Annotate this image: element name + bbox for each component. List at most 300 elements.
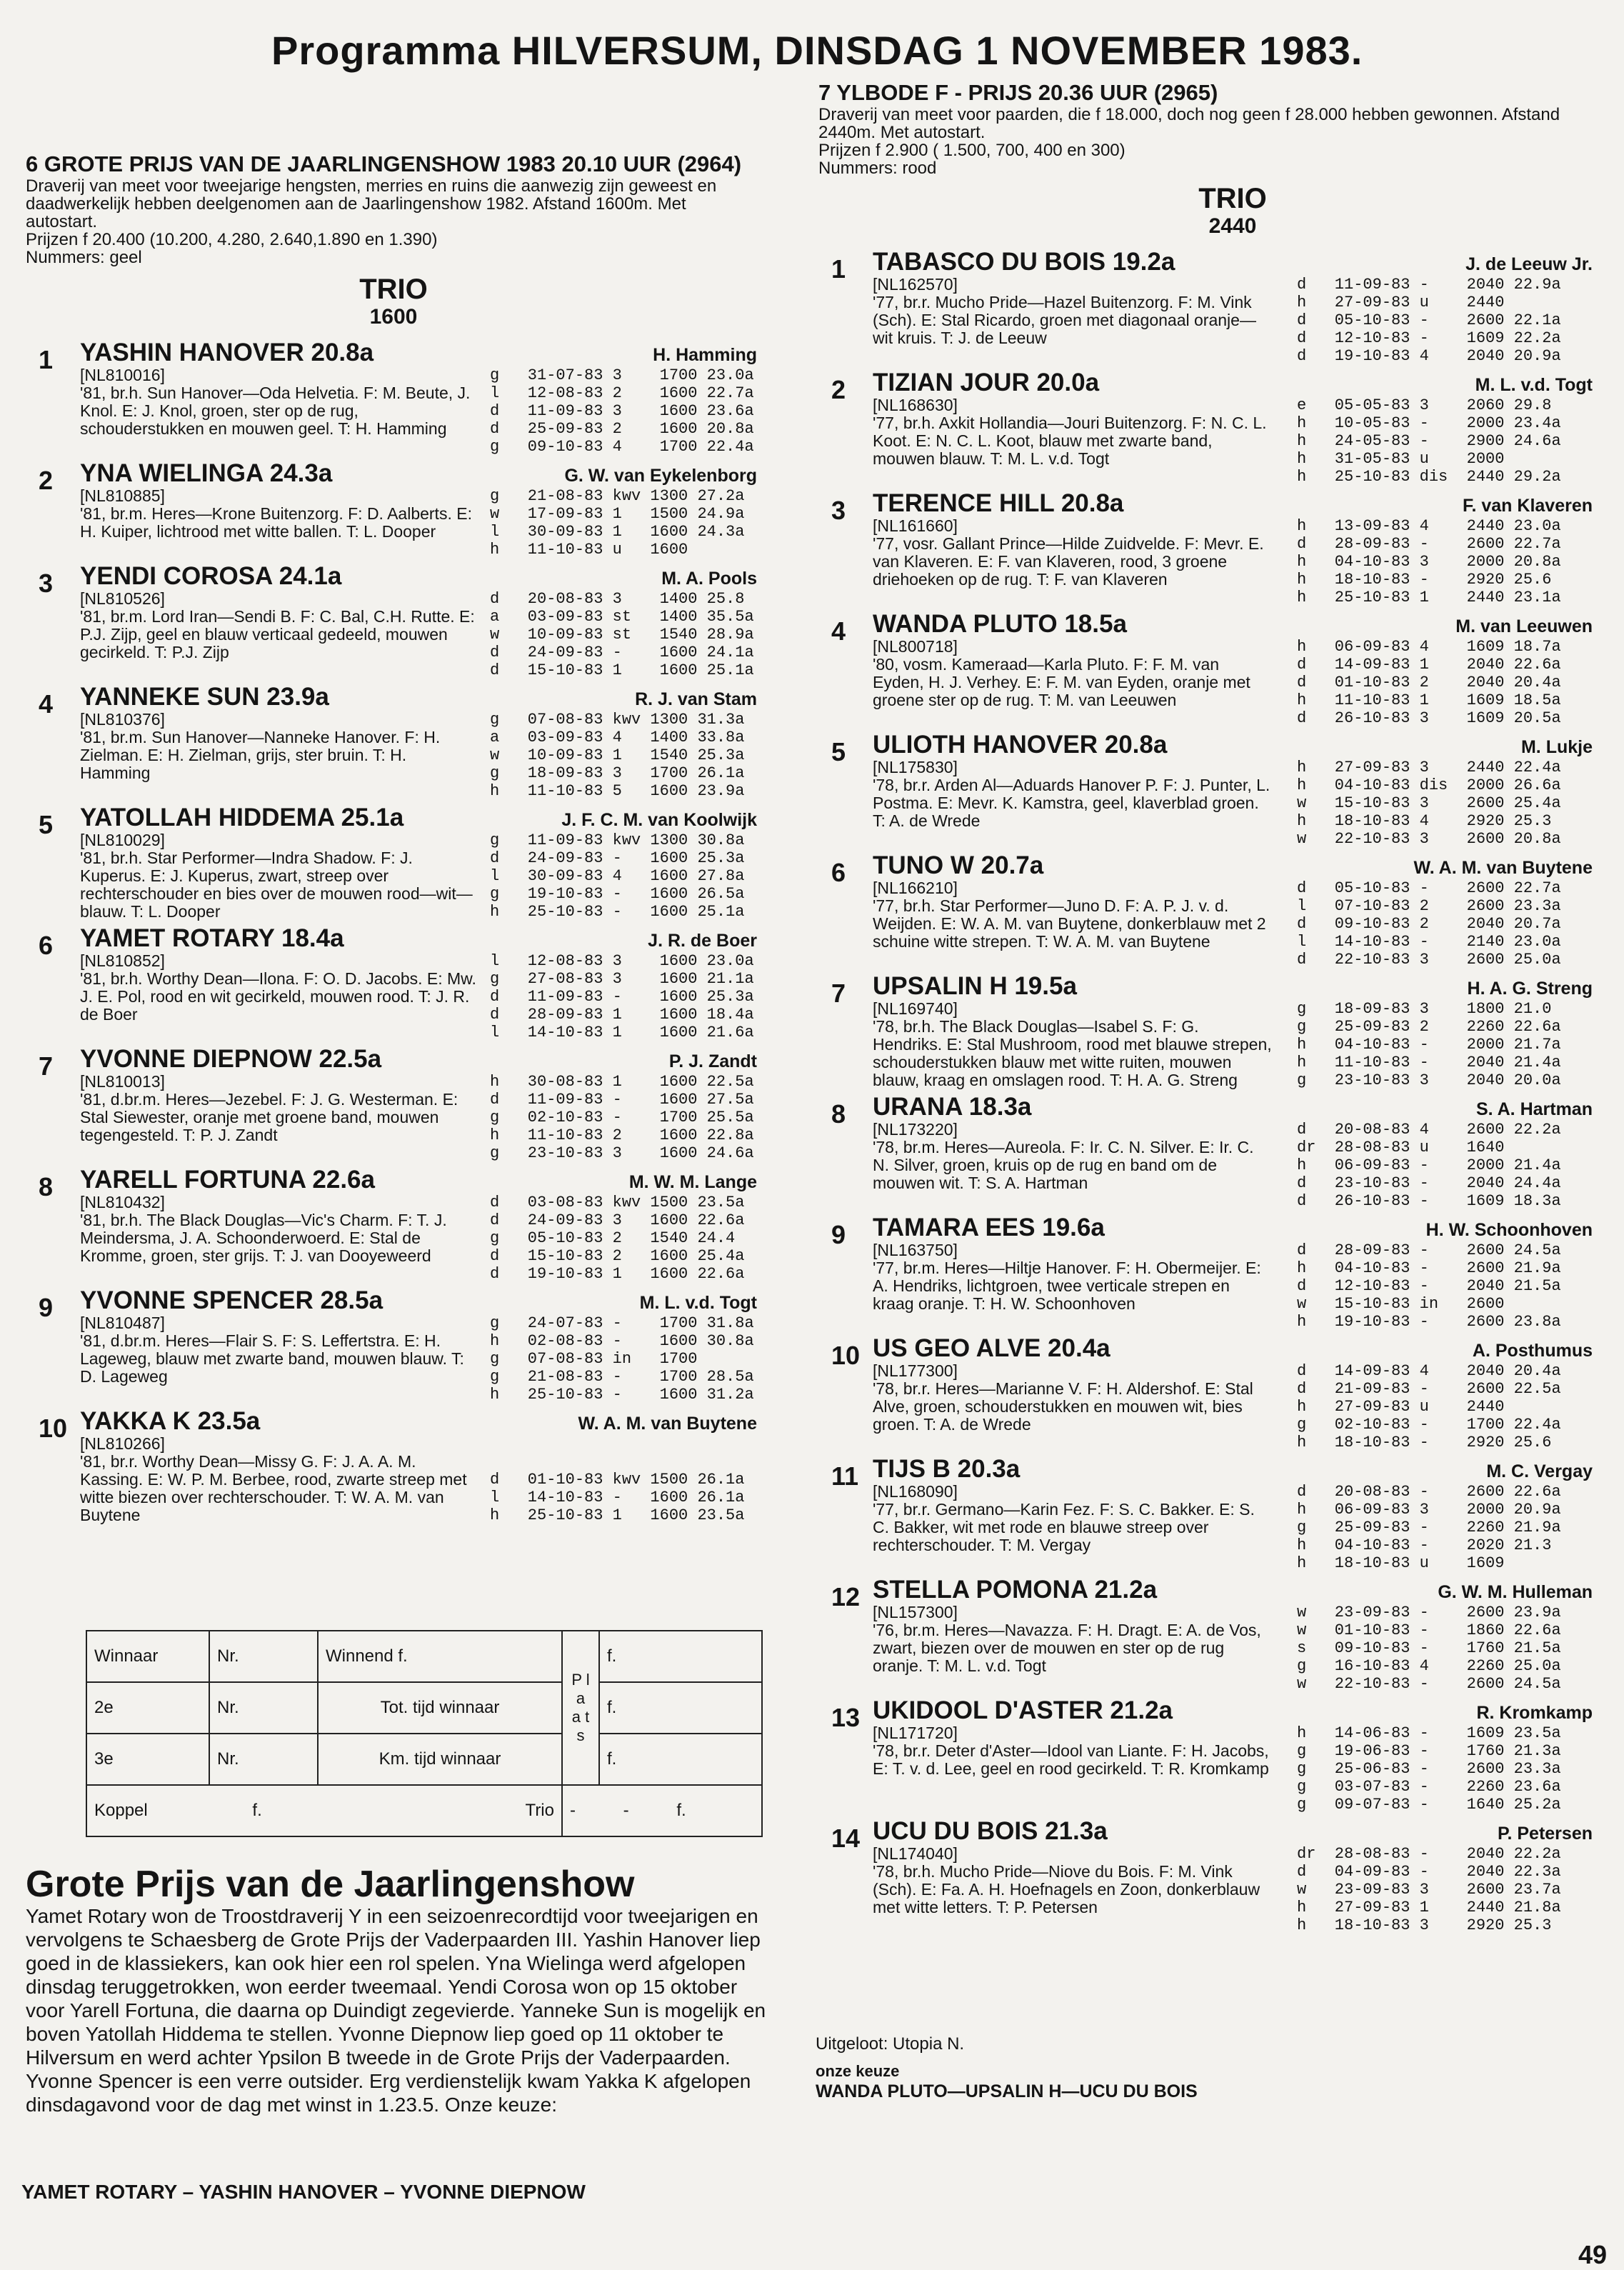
horse-main (873, 249, 1597, 365)
horse-main (80, 1046, 761, 1162)
horse-info: '81, br.h. Worthy Dean—Ilona. F: O. D. Jacobs. E: Mw. J. E. Pol, rood en wit gecirkeld, mouwen rood. T: J. R. de Boer (80, 969, 476, 1024)
horse-number: 3 (39, 569, 54, 598)
horse-trainer: J. F. C. M. van Koolwijk (561, 810, 757, 830)
horse-trainer: M. C. Vergay (1486, 1461, 1593, 1481)
horse-form: g 31-07-83 3 1700 23.0a l 12-08-83 2 1600 22.7a d 11-09-83 3 1600 23.6a d 25-09-83 2 1600 20.8a g 09-10-83 4 1700 22.4a (490, 366, 754, 456)
horse-code: [NL810016] (80, 366, 165, 384)
horse-trainer: M. L. v.d. Togt (1475, 375, 1593, 395)
koppel-cell (86, 1785, 562, 1836)
trio-dash-2: - (623, 1801, 629, 1820)
horse-info: '81, d.br.m. Heres—Flair S. F: S. Leffertstra. E: H. Lageweg, blauw met zwarte band, mouwen blauw. T: D. Lageweg (80, 1331, 464, 1386)
horse-number: 8 (39, 1172, 54, 1201)
race-7-prizes: Prijzen f 2.900 ( 1.500, 700, 400 en 300) (818, 141, 1126, 160)
horse-entry (26, 339, 761, 456)
horse-number: 8 (831, 1099, 846, 1129)
horse-entry (26, 460, 761, 559)
horse-number: 11 (831, 1461, 859, 1491)
horse-info: '81, br.m. Lord Iran—Sendi B. F: C. Bal, C.H. Rutte. E: P.J. Zijp, geel en blauw verticaal gedeeld, mouwen gecirkeld. T: P.J. Zijp (80, 607, 475, 661)
horse-details (873, 1362, 1273, 1451)
horse-body (80, 1073, 761, 1162)
trio-cell-label (526, 1801, 554, 1821)
horse-form: d 20-08-83 3 1400 25.8 a 03-09-83 st 1400 35.5a w 10-09-83 st 1540 28.9a d 24-09-83 - 1600 24.1a d 15-10-83 1 1600 25.1a (490, 590, 754, 679)
horse-name: YARELL FORTUNA 22.6a (80, 1166, 375, 1194)
horse-name: TAMARA EES 19.6a (873, 1214, 1105, 1241)
horse-info: '78, br.r. Arden Al—Aduards Hanover P. F: J. Punter, L. Postma. E: Mevr. K. Kamstra, geel, klaverblad groen. T: A. de Wrede (873, 776, 1270, 830)
horse-name: TIZIAN JOUR 20.0a (873, 369, 1100, 396)
horse-main (873, 1576, 1597, 1693)
horse-header (873, 973, 1597, 1000)
horse-header (873, 1697, 1597, 1724)
page-number: 49 (1578, 2240, 1608, 2269)
horse-body (873, 396, 1597, 486)
horse-number: 13 (831, 1703, 861, 1732)
horse-form: d 28-09-83 - 2600 24.5a h 04-10-83 - 2600 21.9a d 12-10-83 - 2040 21.5a w 15-10-83 in 2600 h 19-10-83 - 2600 23.8a (1297, 1241, 1561, 1331)
horse-details (80, 952, 480, 1041)
horse-header (873, 731, 1597, 759)
horse-form: w 23-09-83 - 2600 23.9a w 01-10-83 - 1860 22.6a s 09-10-83 - 1760 21.5a g 16-10-83 4 2260 25.0a w 22-10-83 - 2600 24.5a (1297, 1604, 1561, 1693)
horse-number: 4 (39, 689, 54, 719)
horse-trainer: G. W. van Eykelenborg (564, 466, 757, 486)
horse-header (80, 925, 761, 952)
race-7-description: Draverij van meet voor paarden, die f 18.000, doch nog geen f 28.000 hebben gewonnen. Afstand 2440m. Met autostart. (818, 105, 1560, 142)
horse-info: '78, br.h. Mucho Pride—Niove du Bois. F: M. Vink (Sch). E: Fa. A. H. Hoefnagels en Zoon, donkerblauw met witte letters. T: P. Petersen (873, 1862, 1260, 1916)
horse-trainer: M. van Leeuwen (1455, 616, 1593, 636)
keuze-label: onze keuze (816, 2062, 900, 2080)
horse-info: '77, br.h. Axkit Hollandia—Jouri Buitenzorg. F: N. C. L. Koot. E: N. C. L. Koot, blauw met zwarte band, mouwen blauw. T: M. L. v.d. Togt (873, 414, 1267, 468)
horse-header (873, 1214, 1597, 1241)
horse-name: YATOLLAH HIDDEMA 25.1a (80, 804, 404, 831)
horse-body (80, 1194, 761, 1283)
horse-code: [NL174040] (873, 1844, 958, 1863)
horse-main (873, 611, 1597, 727)
horse-details (80, 590, 480, 679)
race-6-prizes: Prijzen f 20.400 (10.200, 4.280, 2.640,1.890 en 1.390) (26, 230, 438, 249)
horse-header (873, 852, 1597, 879)
horse-main (80, 1408, 761, 1524)
horse-entry (818, 1094, 1597, 1210)
horse-code: [NL168630] (873, 396, 958, 414)
horse-body (873, 517, 1597, 606)
horse-code: [NL177300] (873, 1361, 958, 1380)
horse-name: TERENCE HILL 20.8a (873, 489, 1124, 517)
horse-body (873, 1604, 1597, 1693)
horse-body (80, 831, 761, 921)
horse-name: UPSALIN H 19.5a (873, 972, 1077, 1000)
horse-trainer: P. J. Zandt (668, 1051, 757, 1071)
horse-form: h 14-06-83 - 1609 23.5a g 19-06-83 - 1760 21.3a g 25-06-83 - 2600 23.3a g 03-07-83 - 2260 23.6a g 09-07-83 - 1640 25.2a (1297, 1724, 1561, 1814)
horse-details (80, 711, 480, 800)
horse-form: d 11-09-83 - 2040 22.9a h 27-09-83 u 2440 d 05-10-83 - 2600 22.1a d 12-10-83 - 1609 22.2a d 19-10-83 4 2040 20.9a (1297, 276, 1561, 365)
horse-info: '77, vosr. Gallant Prince—Hilde Zuidvelde. F: Mevr. E. van Klaveren. E: F. van Klaveren, rood, 3 groene driehoeken op de rug. T: F. van Klaveren (873, 534, 1264, 589)
horse-entry (818, 1576, 1597, 1693)
horse-main (80, 804, 761, 921)
race-7-title: 7 YLBODE F - PRIJS 20.36 UUR (2965) (818, 80, 1218, 105)
koppel-f: f. (252, 1801, 262, 1820)
horse-code: [NL157300] (873, 1603, 958, 1621)
horse-name: YENDI COROSA 24.1a (80, 562, 342, 590)
horse-main (873, 973, 1597, 1089)
horse-header (873, 490, 1597, 517)
horse-body (80, 711, 761, 800)
horse-details (873, 1724, 1273, 1814)
horse-entry (26, 804, 761, 921)
horse-trainer: M. A. Pools (661, 569, 757, 589)
horse-entry (818, 1456, 1597, 1572)
horse-main (80, 339, 761, 456)
trio-f: f. (676, 1801, 686, 1820)
horse-name: TUNO W 20.7a (873, 851, 1044, 879)
horse-header (873, 611, 1597, 638)
horse-trainer: M. W. M. Lange (628, 1172, 757, 1192)
horse-entry (818, 249, 1597, 365)
horse-entry (26, 1408, 761, 1524)
horse-number: 6 (39, 931, 54, 960)
horse-info: '81, br.r. Worthy Dean—Missy G. F: J. A. A. M. Kassing. E: W. P. M. Berbee, rood, zwarte streep met witte biezen over rechterschouder. T: W. A. M. van Buytene (80, 1452, 467, 1524)
horse-body (80, 1435, 761, 1524)
horse-name: WANDA PLUTO 18.5a (873, 610, 1127, 638)
horse-form: d 20-08-83 - 2600 22.6a h 06-09-83 3 2000 20.9a g 25-09-83 - 2260 21.9a h 04-10-83 - 2020 21.3 h 18-10-83 u 1609 (1297, 1483, 1561, 1572)
horse-code: [NL810885] (80, 486, 165, 505)
horse-trainer: S. A. Hartman (1475, 1099, 1593, 1119)
horse-code: [NL169740] (873, 999, 958, 1018)
horse-code: [NL161660] (873, 516, 958, 535)
horse-main (80, 563, 761, 679)
horse-main (80, 1166, 761, 1283)
horse-code: [NL175830] (873, 758, 958, 776)
horse-info: '77, br.r. Germano—Karin Fez. F: S. C. Bakker. E: S. C. Bakker, wit met rode en blauwe streep over rechterschouder. T: M. Vergay (873, 1500, 1255, 1554)
horse-name: YASHIN HANOVER 20.8a (80, 339, 374, 366)
horse-entry (26, 1046, 761, 1162)
horse-form: g 11-09-83 kwv 1300 30.8a d 24-09-83 - 1600 25.3a l 30-09-83 4 1600 27.8a g 19-10-83 - 1600 26.5a h 25-10-83 - 1600 25.1a (490, 831, 745, 921)
horse-code: [NL810266] (80, 1434, 165, 1453)
horse-form: g 18-09-83 3 1800 21.0 g 25-09-83 2 2260 22.6a h 04-10-83 - 2000 21.7a h 11-10-83 - 2040 21.4a g 23-10-83 3 2040 20.0a (1297, 1000, 1561, 1089)
race-7-column (818, 80, 1624, 1939)
horse-form: h 13-09-83 4 2440 23.0a d 28-09-83 - 2600 22.7a h 04-10-83 3 2000 20.8a h 18-10-83 - 2920 25.6 h 25-10-83 1 2440 23.1a (1297, 517, 1561, 606)
horse-details (873, 638, 1273, 727)
horse-info: '77, br.m. Heres—Hiltje Hanover. F: H. Obermeijer. E: A. Hendriks, lichtgroen, twee verticale strepen en kraag oranje. T: H. W. Schoonhoven (873, 1259, 1261, 1313)
horse-main (80, 925, 761, 1041)
horse-info: '78, br.r. Deter d'Aster—Idool van Liante. F: H. Jacobs, E: T. v. d. Lee, geel en rood gecirkeld. T: R. Kromkamp (873, 1741, 1269, 1778)
horse-main (80, 684, 761, 800)
horse-number: 4 (831, 616, 846, 646)
horse-trainer: M. L. v.d. Togt (639, 1293, 757, 1313)
horse-header (873, 249, 1597, 276)
race-7-distance: 2440 (1208, 214, 1257, 238)
horse-details (873, 1121, 1273, 1210)
horse-trainer: G. W. M. Hulleman (1438, 1582, 1593, 1602)
horse-header (873, 1456, 1597, 1483)
horse-entry (818, 973, 1597, 1089)
horse-header (80, 1166, 761, 1194)
horse-details (873, 517, 1273, 606)
horse-form: g 24-07-83 - 1700 31.8a h 02-08-83 - 1600 30.8a g 07-08-83 in 1700 g 21-08-83 - 1700 28.5a h 25-10-83 - 1600 31.2a (490, 1314, 754, 1404)
plaats-f-2: f. (599, 1682, 762, 1734)
horse-form: d 14-09-83 4 2040 20.4a d 21-09-83 - 2600 22.5a h 27-09-83 u 2440 g 02-10-83 - 1700 22.4a h 18-10-83 - 2920 25.6 (1297, 1362, 1561, 1451)
horse-details (873, 1241, 1273, 1331)
horse-entry (818, 611, 1597, 727)
horse-details (873, 276, 1273, 365)
horse-number: 5 (831, 737, 846, 766)
race-7-horse-list (818, 249, 1597, 1934)
nr-label-2: Nr. (209, 1682, 318, 1734)
race-6-description: Draverij van meet voor tweejarige hengsten, merries en ruins die aanwezig zijn geweest en daadwerkelijk hebben deelgenomen aan de Jaarlingenshow 1982. Afstand 1600m. Met autostart. (26, 176, 717, 231)
race-7-numbers: Nummers: rood (818, 159, 937, 178)
horse-number: 1 (831, 254, 846, 284)
horse-details (873, 879, 1273, 969)
horse-name: URANA 18.3a (873, 1093, 1032, 1121)
horse-body (873, 879, 1597, 969)
horse-name: YAMET ROTARY 18.4a (80, 924, 344, 952)
horse-form: l 12-08-83 3 1600 23.0a g 27-08-83 3 1600 21.1a d 11-09-83 - 1600 25.3a d 28-09-83 1 1600 18.4a l 14-10-83 1 1600 21.6a (490, 952, 754, 1041)
horse-details (873, 759, 1273, 848)
horse-trainer: J. de Leeuw Jr. (1465, 254, 1593, 274)
race-6-numbers: Nummers: geel (26, 248, 142, 267)
horse-info: '81, br.h. Sun Hanover—Oda Helvetia. F: M. Beute, J. Knol. E: J. Knol, groen, ster op de rug, schouderstukken en mouwen geel. T: H. Hamming (80, 384, 471, 438)
horse-body (80, 487, 761, 559)
tot-tijd-label: Tot. tijd winnaar (318, 1682, 562, 1734)
winnaar-label: Winnaar (86, 1631, 209, 1682)
horse-header (873, 1576, 1597, 1604)
horse-details (80, 1435, 480, 1524)
horse-body (80, 590, 761, 679)
horse-info: '78, br.m. Heres—Aureola. F: Ir. C. N. Silver. E: Ir. C. N. Silver, groen, kruis op de rug en band om de mouwen wit. T: S. A. Hartman (873, 1138, 1254, 1192)
horse-body (873, 1121, 1597, 1210)
horse-code: [NL810376] (80, 710, 165, 729)
horse-form: g 07-08-83 kwv 1300 31.3a a 03-09-83 4 1400 33.8a w 10-09-83 1 1540 25.3a g 18-09-83 3 1700 26.1a h 11-10-83 5 1600 23.9a (490, 711, 745, 800)
keuze-text: WANDA PLUTO—UPSALIN H—UCU DU BOIS (816, 2081, 1198, 2101)
horse-code: [NL810432] (80, 1193, 165, 1211)
nr-label: Nr. (209, 1631, 318, 1682)
horse-number: 9 (39, 1293, 54, 1322)
page-title: Programma HILVERSUM, DINSDAG 1 NOVEMBER 1983. (271, 28, 1363, 73)
horse-number: 5 (39, 810, 54, 839)
horse-entry (26, 1166, 761, 1283)
trio-label: Trio (525, 1801, 554, 1820)
horse-trainer: F. van Klaveren (1462, 496, 1593, 516)
horse-main (873, 1697, 1597, 1814)
horse-number: 7 (831, 979, 846, 1008)
horse-details (80, 831, 480, 921)
horse-form: h 30-08-83 1 1600 22.5a d 11-09-83 - 1600 27.5a g 02-10-83 - 1700 25.5a h 11-10-83 2 1600 22.8a g 23-10-83 3 1600 24.6a (490, 1073, 754, 1162)
horse-details (80, 1194, 480, 1283)
horse-info: '77, br.h. Star Performer—Juno D. F: A. P. J. v. d. Weijden. E: W. A. M. van Buytene, donkerblauw met 2 schuine witte strepen. T: W. A. M. van Buytene (873, 896, 1266, 951)
horse-info: '78, br.r. Heres—Marianne V. F: H. Aldershof. E: Stal Alve, groen, schouderstukken en mouwen wit, bies groen. T: A. de Wrede (873, 1379, 1253, 1434)
horse-header (80, 563, 761, 590)
horse-form: dr 28-08-83 - 2040 22.2a d 04-09-83 - 2040 22.3a w 23-09-83 3 2600 23.7a h 27-09-83 1 2440 21.8a h 18-10-83 3 2920 25.3 (1297, 1845, 1561, 1934)
horse-number: 2 (831, 375, 846, 404)
horse-body (873, 276, 1597, 365)
plaats-text: P l a a t s (571, 1671, 590, 1744)
horse-trainer: W. A. M. van Buytene (1413, 858, 1593, 878)
horse-details (873, 396, 1273, 486)
horse-header (80, 460, 761, 487)
horse-main (873, 1094, 1597, 1210)
horse-info: '81, br.h. The Black Douglas—Vic's Charm. F: T. J. Meindersma, J. A. Schoonderwoerd. E: Stal de Kromme, groen, ster grijs. T: J. van Dooyeweerd (80, 1211, 447, 1265)
horse-header (873, 1335, 1597, 1362)
horse-trainer: H. A. G. Streng (1467, 979, 1593, 999)
horse-details (873, 1483, 1273, 1572)
horse-header (80, 684, 761, 711)
horse-body (873, 1241, 1597, 1331)
horse-number: 14 (831, 1824, 861, 1853)
horse-name: YAKKA K 23.5a (80, 1407, 261, 1435)
horse-details (80, 366, 480, 456)
third-label: 3e (86, 1734, 209, 1785)
horse-entry (26, 684, 761, 800)
horse-details (80, 1073, 480, 1162)
horse-number: 12 (831, 1582, 861, 1611)
horse-body (873, 638, 1597, 727)
horse-number: 6 (831, 858, 846, 887)
trio-cell (562, 1785, 762, 1836)
horse-header (80, 1287, 761, 1314)
horse-code: [NL810029] (80, 831, 165, 849)
horse-number: 3 (831, 496, 846, 525)
horse-main (80, 1287, 761, 1404)
horse-form: d 20-08-83 4 2600 22.2a dr 28-08-83 u 1640 h 06-09-83 - 2000 21.4a d 23-10-83 - 2040 24.4a d 26-10-83 - 1609 18.3a (1297, 1121, 1561, 1210)
horse-body (80, 952, 761, 1041)
horse-entry (26, 925, 761, 1041)
horse-name: TABASCO DU BOIS 19.2a (873, 248, 1176, 276)
horse-name: YVONNE SPENCER 28.5a (80, 1286, 384, 1314)
horse-details (873, 1845, 1273, 1934)
horse-entry (818, 369, 1597, 486)
horse-header (873, 1094, 1597, 1121)
horse-form: d 05-10-83 - 2600 22.7a l 07-10-83 2 2600 23.3a d 09-10-83 2 2040 20.7a l 14-10-83 - 2140 23.0a d 22-10-83 3 2600 25.0a (1297, 879, 1561, 969)
horse-header (873, 369, 1597, 396)
horse-body (873, 759, 1597, 848)
horse-info: '80, vosm. Kameraad—Karla Pluto. F: F. M. van Eyden, H. J. Verhey. E: F. M. van Eyden, oranje met groene ster op de rug. T: M. van Leeuwen (873, 655, 1250, 709)
horse-details (80, 487, 480, 559)
race-6-column (26, 77, 761, 1529)
horse-header (80, 1046, 761, 1073)
horse-code: [NL800718] (873, 637, 958, 656)
horse-code: [NL810013] (80, 1072, 165, 1091)
horse-number: 10 (831, 1341, 861, 1370)
horse-main (873, 852, 1597, 969)
horse-trainer: R. J. van Stam (635, 689, 757, 709)
horse-trainer: M. Lukje (1520, 737, 1593, 757)
horse-form: g 21-08-83 kwv 1300 27.2a w 17-09-83 1 1500 24.9a l 30-09-83 1 1600 24.3a h 11-10-83 u 1600 (490, 487, 745, 559)
horse-info: '81, br.h. Star Performer—Indra Shadow. F: J. Kuperus. E: J. Kuperus, zwart, streep over rechterschouder en bies over de mouwen rood—wit—blauw. T: L. Dooper (80, 849, 473, 921)
horse-main (873, 1456, 1597, 1572)
horse-info: '77, br.r. Mucho Pride—Hazel Buitenzorg. F: M. Vink (Sch). E: Stal Ricardo, groen met diagonaal oranje—wit kruis. T: J. de Leeuw (873, 293, 1256, 347)
horse-number: 9 (831, 1220, 846, 1249)
horse-name: YNA WIELINGA 24.3a (80, 459, 333, 487)
race-6-title: 6 GROTE PRIJS VAN DE JAARLINGENSHOW 1983 20.10 UUR (2964) (26, 151, 742, 176)
horse-body (873, 1483, 1597, 1572)
koppel-label: Koppel (94, 1801, 148, 1820)
race-7-footer (816, 2034, 1198, 2101)
horse-header (80, 804, 761, 831)
horse-main (873, 1818, 1597, 1934)
horse-name: US GEO ALVE 20.4a (873, 1334, 1111, 1362)
horse-trainer: J. R. de Boer (648, 931, 757, 951)
horse-form: h 27-09-83 3 2440 22.4a h 04-10-83 dis 2000 26.6a w 15-10-83 3 2600 25.4a h 18-10-83 4 2920 25.3 w 22-10-83 3 2600 20.8a (1297, 759, 1561, 848)
horse-main (873, 1335, 1597, 1451)
horse-form: d 01-10-83 kwv 1500 26.1a l 14-10-83 - 1600 26.1a h 25-10-83 1 1600 23.5a (490, 1471, 745, 1524)
horse-code: [NL810852] (80, 951, 165, 970)
plaats-f-1: f. (599, 1631, 762, 1682)
horse-entry (26, 1287, 761, 1404)
horse-number: 2 (39, 466, 54, 495)
second-label: 2e (86, 1682, 209, 1734)
horse-trainer: H. Hamming (653, 345, 757, 365)
horse-form: e 05-05-83 3 2060 29.8 h 10-05-83 - 2000 23.4a h 24-05-83 - 2900 24.6a h 31-05-83 u 2000 h 25-10-83 dis 2440 29.2a (1297, 396, 1561, 486)
horse-details (80, 1314, 480, 1404)
results-table (86, 1630, 763, 1837)
horse-code: [NL810487] (80, 1314, 165, 1332)
horse-code: [NL168090] (873, 1482, 958, 1501)
horse-code: [NL173220] (873, 1120, 958, 1139)
horse-name: YVONNE DIEPNOW 22.5a (80, 1045, 382, 1073)
horse-form: d 03-08-83 kwv 1500 23.5a d 24-09-83 3 1600 22.6a g 05-10-83 2 1540 24.4 d 15-10-83 2 1600 25.4a d 19-10-83 1 1600 22.6a (490, 1194, 745, 1283)
horse-name: UKIDOOL D'ASTER 21.2a (873, 1696, 1173, 1724)
horse-main (80, 460, 761, 559)
article-keuze: YAMET ROTARY – YASHIN HANOVER – YVONNE DIEPNOW (21, 2181, 586, 2203)
horse-trainer: R. Kromkamp (1476, 1703, 1593, 1723)
horse-body (873, 1000, 1597, 1089)
horse-info: '81, br.m. Heres—Krone Buitenzorg. F: D. Aalberts. E: H. Kuiper, lichtrood met witte ballen. T: L. Dooper (80, 504, 472, 541)
horse-body (80, 366, 761, 456)
horse-name: STELLA POMONA 21.2a (873, 1576, 1158, 1604)
horse-name: ULIOTH HANOVER 20.8a (873, 731, 1168, 759)
horse-entry (818, 1818, 1597, 1934)
horse-header (873, 1818, 1597, 1845)
horse-entry (818, 1697, 1597, 1814)
horse-number: 7 (39, 1051, 54, 1081)
winnend-label: Winnend f. (318, 1631, 562, 1682)
race-6-distance: 1600 (369, 305, 418, 329)
horse-entry (818, 1335, 1597, 1451)
horse-entry (26, 563, 761, 679)
race-6-horse-list (26, 339, 761, 1524)
horse-body (80, 1314, 761, 1404)
horse-info: '78, br.h. The Black Douglas—Isabel S. F: G. Hendriks. E: Stal Mushroom, rood met blauwe strepen, schouderstukken blauw met witte ruiten, mouwen blauw, kraag en omslagen rood. T: H. A. G. Streng (873, 1017, 1272, 1089)
horse-name: UCU DU BOIS 21.3a (873, 1817, 1108, 1845)
horse-code: [NL171720] (873, 1724, 958, 1742)
uitgeloot-text: Uitgeloot: Utopia N. (816, 2034, 965, 2054)
trio-dash-1: - (570, 1801, 576, 1820)
horse-body (873, 1845, 1597, 1934)
horse-trainer: P. Petersen (1498, 1824, 1593, 1844)
plaats-f-3: f. (599, 1734, 762, 1785)
horse-main (873, 1214, 1597, 1331)
race-7-trio-label: TRIO (1198, 183, 1267, 214)
horse-info: '81, br.m. Sun Hanover—Nanneke Hanover. F: H. Zielman. E: H. Zielman, grijs, ster bruin. T: H. Hamming (80, 728, 441, 782)
horse-details (873, 1000, 1273, 1089)
horse-name: TIJS B 20.3a (873, 1455, 1021, 1483)
horse-main (873, 369, 1597, 486)
horse-entry (818, 1214, 1597, 1331)
horse-code: [NL162570] (873, 275, 958, 294)
plaats-label (562, 1631, 599, 1785)
horse-body (873, 1362, 1597, 1451)
horse-info: '76, br.m. Heres—Navazza. F: H. Dragt. E: A. de Vos, zwart, biezen over de mouwen en ster op de rug oranje. T: M. L. v.d. Togt (873, 1621, 1261, 1675)
horse-details (873, 1604, 1273, 1693)
horse-number: 1 (39, 345, 54, 374)
horse-entry (818, 490, 1597, 606)
horse-trainer: H. W. Schoonhoven (1425, 1220, 1593, 1240)
article-body: Yamet Rotary won de Troostdraverij Y in een seizoenrecordtijd voor tweejarigen en vervolgens te Schaesberg de Grote Prijs der Vaderpaarden III. Yashin Hanover liep goed in de klassiekers, kan ook hier een rol spelen. Yna Wielinga werd afgelopen dinsdag teruggetrokken, won eerder tweemaal. Yendi Corosa won op 15 oktober voor Yarell Fortuna, die daarna op Duindigt zegevierde. Yanneke Sun is mogelijk en boven Yatollah Hiddema te stellen. Yvonne Diepnow liep goed op 11 oktober te Hilversum en werd achter Ypsilon B tweede in de Grote Prijs der Vaderpaarden. Yvonne Spencer is een verre outsider. Erg verdienstelijk kwam Yakka K afgelopen dinsdagavond voor de dag met winst in 1.23.5. Onze keuze: (26, 1905, 766, 2116)
horse-trainer: A. Posthumus (1472, 1341, 1593, 1361)
horse-entry (818, 731, 1597, 848)
horse-entry (818, 852, 1597, 969)
horse-main (873, 490, 1597, 606)
horse-code: [NL166210] (873, 879, 958, 897)
horse-code: [NL810526] (80, 589, 165, 608)
horse-body (873, 1724, 1597, 1814)
